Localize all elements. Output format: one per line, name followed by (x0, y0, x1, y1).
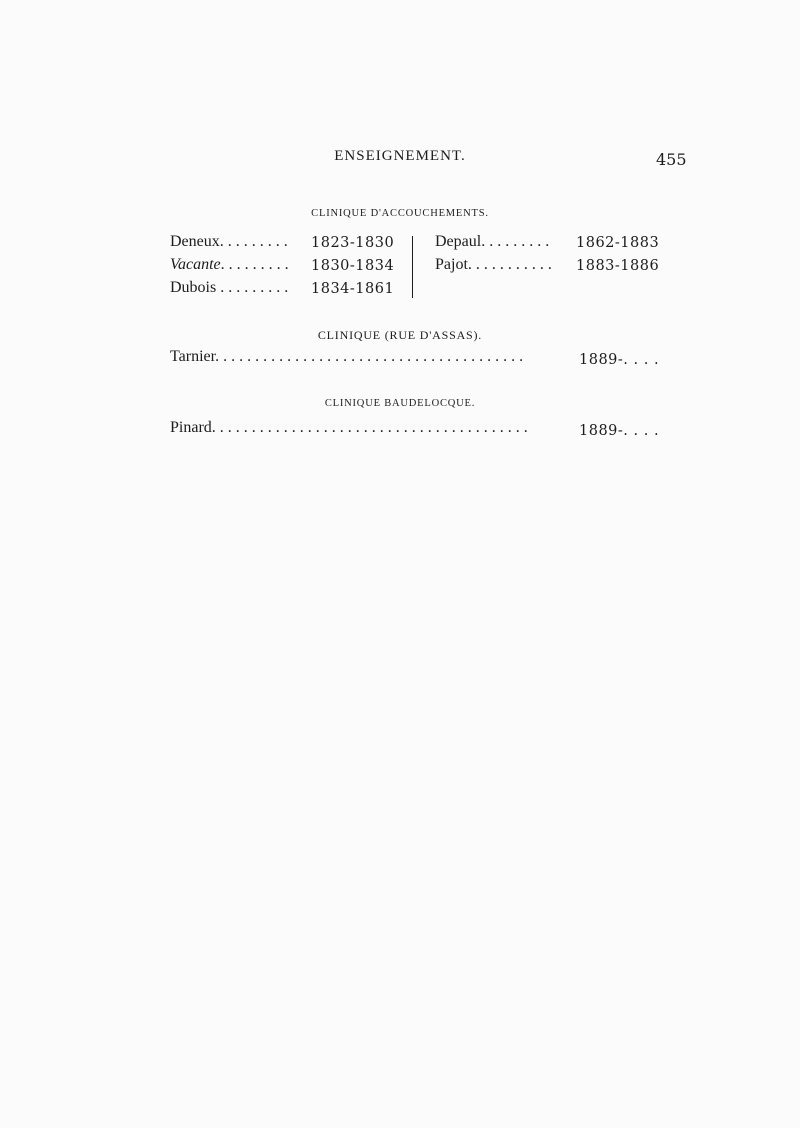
list-item (170, 233, 410, 255)
professor-name: Tarnier (170, 348, 216, 365)
professor-name: Deneux (170, 233, 220, 250)
dot-leader: . . . . . . . . . (220, 256, 289, 273)
running-title: ENSEIGNEMENT. (334, 148, 466, 164)
dot-leader: . . . . . . . . . (481, 233, 550, 250)
professor-name: Depaul (435, 233, 482, 250)
dot-leader: . . . . . . . . . (216, 279, 289, 296)
list-item (435, 256, 665, 278)
list-item (435, 233, 665, 255)
professor-name: Pajot (435, 256, 468, 273)
page-number: 455 (656, 150, 687, 169)
professor-name: Dubois (170, 279, 217, 296)
tenure-dates: 1889-. . . . (579, 352, 660, 368)
tenure-dates: 1862-1883 (576, 235, 660, 251)
tenure-dates: 1830-1834 (311, 258, 395, 274)
tenure-dates: 1823-1830 (311, 235, 395, 251)
dot-leader: . . . . . . . . . (219, 233, 288, 250)
tenure-dates: 1834-1861 (311, 281, 395, 297)
tenure-dates: 1889-. . . . (579, 423, 660, 439)
professor-name: Pinard (170, 419, 212, 436)
professor-name: Vacante (170, 256, 221, 273)
dot-leader: . . . . . . . . . . . . . . . . . . . . . . . . . . . . . . . . . . . . . . . . (211, 419, 528, 436)
list-item (170, 256, 410, 278)
dot-leader: . . . . . . . . . . . . . . . . . . . . . . . . . . . . . . . . . . . . . . . (215, 348, 524, 365)
section-heading-accouchements: CLINIQUE D'ACCOUCHEMENTS. (311, 208, 489, 219)
list-item (170, 348, 660, 372)
tenure-dates: 1883-1886 (576, 258, 660, 274)
section-heading-baudelocque: CLINIQUE BAUDELOCQUE. (324, 398, 476, 409)
column-divider (412, 236, 413, 298)
list-item (170, 279, 410, 301)
dot-leader: . . . . . . . . . . . (467, 256, 552, 273)
list-item (170, 419, 660, 443)
section-heading-assas: CLINIQUE (RUE D'ASSAS). (317, 328, 483, 342)
